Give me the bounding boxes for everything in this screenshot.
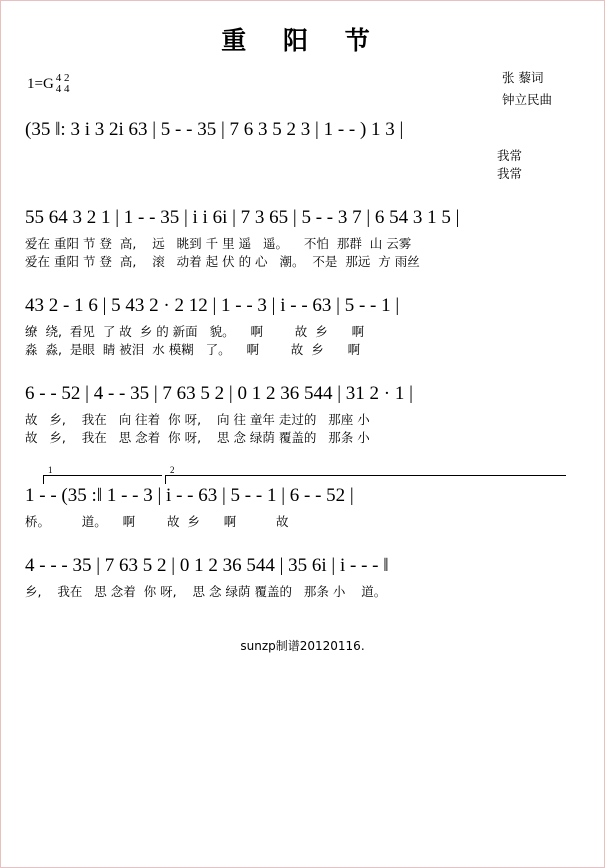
- key-signature-text: 1=G: [27, 75, 54, 92]
- time-signature-bottom: 4 4: [55, 83, 70, 95]
- notation-line: 55 64 3 2 1 | 1 - - 35 | i i 6i | 7 3 65 | 5 - - 3 7 | 6 54 3 1 5 |: [25, 207, 460, 228]
- notation-line: 4 - - - 35 | 7 63 5 2 | 0 1 2 36 544 | 35 6i | i - - - ‖: [25, 555, 389, 576]
- volta-number: 1: [48, 465, 53, 475]
- lyric-line: 桥。 道。 啊 故 乡 啊 故: [25, 514, 289, 529]
- lyricist: 张 藜词: [501, 70, 544, 85]
- lyric-line: 我常: [496, 148, 522, 163]
- lyric-line: 爱在 重阳 节 登 高, 远 眺到 千 里 遥 遥。 不怕 那群 山 云雾: [25, 236, 412, 251]
- lyric-line: 爱在 重阳 节 登 高, 滚 动着 起 伏 的 心 潮。 不是 那远 方 雨丝: [25, 254, 420, 269]
- credits: [502, 67, 552, 111]
- notation-line: 1 - - (35 :‖ 1 - - 3 | i - - 63 | 5 - - 1 | 6 - - 52 |: [25, 485, 354, 506]
- lyric-line: 乡, 我在 思 念着 你 呀, 思 念 绿荫 覆盖的 那条 小 道。: [25, 584, 387, 599]
- composer: 钟立民曲: [501, 92, 552, 107]
- key-signature: [27, 73, 70, 95]
- lyric-line: 我常: [496, 166, 522, 181]
- music-system-4: [25, 381, 580, 447]
- notation-line: 43 2 - 1 6 | 5 43 2 · 2 12 | 1 - - 3 | i - - 63 | 5 - - 1 |: [25, 295, 400, 316]
- lyric-line: 缭 绕, 看见 了 故 乡 的 新面 貌。 啊 故 乡 啊: [25, 324, 365, 339]
- music-system-3: [25, 293, 580, 359]
- lyric-line: 故 乡, 我在 思 念着 你 呀, 思 念 绿荫 覆盖的 那条 小: [25, 430, 370, 445]
- music-system-1: [25, 117, 580, 183]
- time-signature: [56, 73, 70, 95]
- volta-brackets: [25, 465, 580, 483]
- volta-number: 2: [170, 465, 175, 475]
- time-signature-top: 4 2: [55, 72, 70, 84]
- lyric-line: 淼 淼, 是眼 睛 被泪 水 模糊 了。 啊 故 乡 啊: [25, 342, 361, 357]
- music-system-5: [25, 483, 580, 531]
- score-header: [1, 67, 604, 117]
- engraver-note: sunzp制谱20120116.: [240, 639, 365, 653]
- notation-line: (35 ‖: 3 i 3 2i 63 | 5 - - 35 | 7 6 3 5 2 3 | 1 - - ) 1 3 |: [25, 119, 404, 140]
- page-title: 重 阳 节: [221, 26, 384, 55]
- notation-line: 6 - - 52 | 4 - - 35 | 7 63 5 2 | 0 1 2 36 544 | 31 2 · 1 |: [25, 383, 413, 404]
- lyric-line: 故 乡, 我在 向 往着 你 呀, 向 往 童年 走过的 那座 小: [25, 412, 370, 427]
- music-system-2: [25, 205, 580, 271]
- music-system-6: [25, 553, 580, 601]
